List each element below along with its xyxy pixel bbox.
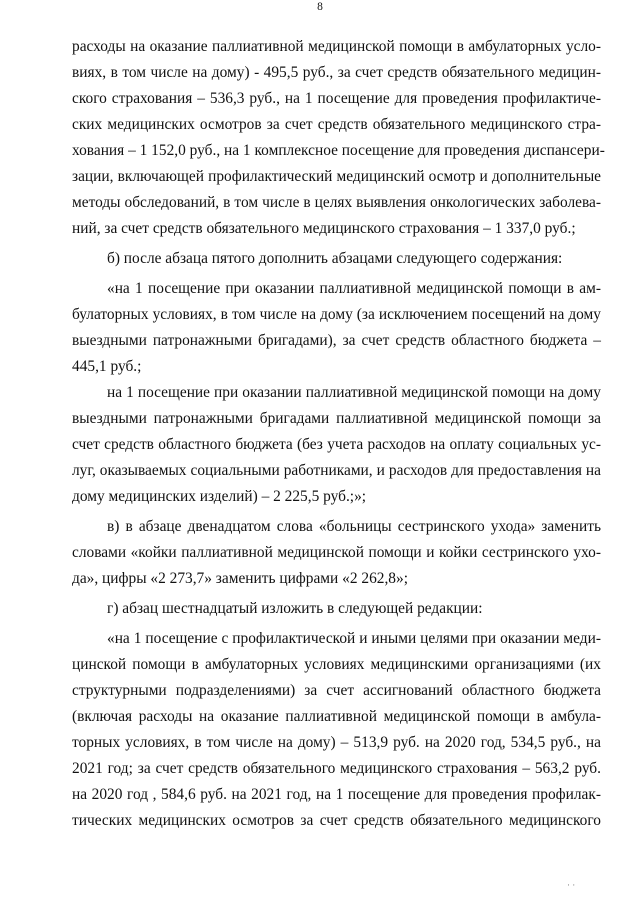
text-line: ний, за счет средств обязательного медицинского страхования – 1 337,0 руб.; xyxy=(72,220,576,237)
text-line: 2021 год; за счет средств обязательного медицинского страхования – 563,2 руб. xyxy=(72,760,601,777)
paragraph-start-b: б) после абзаца пятого дополнить абзацами следующего содержания: xyxy=(107,250,563,267)
quoted-paragraph-start: «на 1 посещение при оказании паллиативной медицинской помощи в ам- xyxy=(107,280,601,297)
text-line: дому медицинских изделий) – 2 225,5 руб.;»; xyxy=(72,488,367,505)
page-number: 8 xyxy=(317,1,323,13)
text-line: расходы на оказание паллиативной медицинской помощи в амбулаторных усло- xyxy=(72,38,601,55)
paragraph-start-g: г) абзац шестнадцатый изложить в следующей редакции: xyxy=(107,600,483,617)
text-line: на 2020 год , 584,6 руб. на 2021 год, на 1 посещение для проведения профилак- xyxy=(72,786,601,803)
text-line: структурными подразделениями) за счет ассигнований областного бюджета xyxy=(72,682,601,699)
text-line: булаторных условиях, в том числе на дому (за исключением посещений на дому xyxy=(72,306,601,323)
text-line: хования – 1 152,0 руб., на 1 комплексное посещение для проведения диспансери- xyxy=(72,142,605,159)
text-line: выездными патронажными бригадами паллиативной медицинской помощи за xyxy=(72,410,601,427)
text-line: ского страхования – 536,3 руб., на 1 посещение для проведения профилактиче- xyxy=(72,90,601,107)
text-line: методы обследований, в том числе в целях выявления онкологических заболева- xyxy=(72,194,601,211)
scan-corner-mark: · · xyxy=(567,880,576,890)
quoted-paragraph-start: «на 1 посещение с профилактической и иными целями при оказании меди- xyxy=(107,630,601,647)
text-line: словами «койки паллиативной медицинской помощи и койки сестринского ухо- xyxy=(72,544,601,561)
text-line: тических медицинских осмотров за счет средств обязательного медицинского xyxy=(72,812,601,829)
text-line: 445,1 руб.; xyxy=(72,358,142,375)
paragraph-start: на 1 посещение при оказании паллиативной медицинской помощи на дому xyxy=(107,384,601,401)
paragraph-start-v: в) в абзаце двенадцатом слова «больницы сестринского ухода» заменить xyxy=(107,518,601,535)
text-line: (включая расходы на оказание паллиативной медицинской помощи в амбула- xyxy=(72,708,601,725)
text-line: да», цифры «2 273,7» заменить цифрами «2 262,8»; xyxy=(72,570,408,587)
text-line: выездными патронажными бригадами), за счет средств областного бюджета – xyxy=(72,332,601,349)
text-line: виях, в том числе на дому) - 495,5 руб., за счет средств обязательного медицин- xyxy=(72,64,601,81)
text-line: цинской помощи в амбулаторных условиях медицинскими организациями (их xyxy=(72,656,601,673)
text-line: ских медицинских осмотров за счет средств обязательного медицинского стра- xyxy=(72,116,601,133)
text-line: счет средств областного бюджета (без учета расходов на оплату социальных ус- xyxy=(72,436,601,453)
text-line: торных условиях, в том числе на дому) – 513,9 руб. на 2020 год, 534,5 руб., на xyxy=(72,734,601,751)
text-line: луг, оказываемых социальными работниками, и расходов для предоставления на xyxy=(72,462,601,479)
text-line: зации, включающей профилактический медицинский осмотр и дополнительные xyxy=(72,168,601,185)
